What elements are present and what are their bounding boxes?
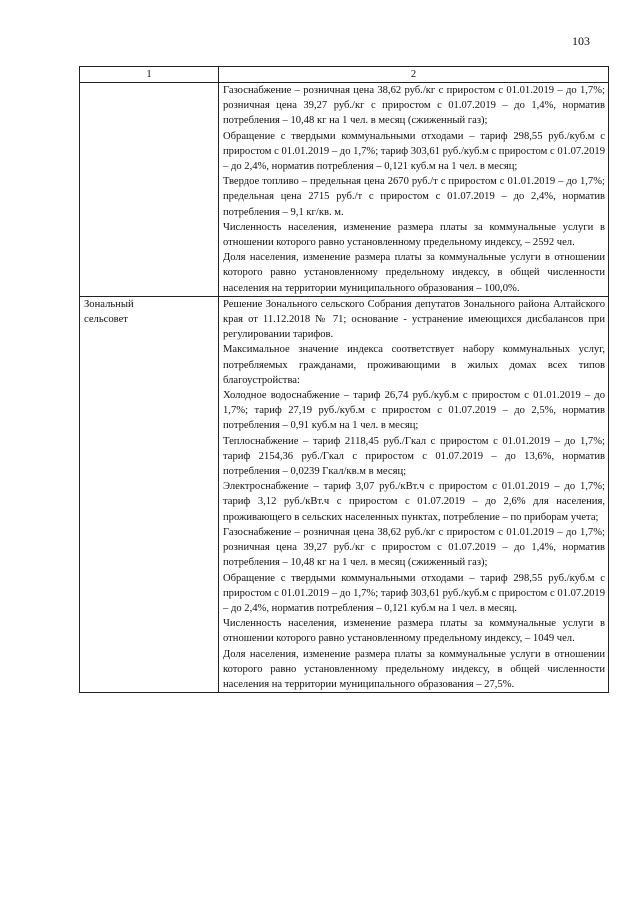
paragraph: Максимальное значение индекса соответствует набору коммунальных услуг, потребляемых гражданами, проживающими в жилых домах всех типов благоустройства: [223,344,605,386]
table-header-row [80,67,609,83]
table-row-continuation [80,83,609,297]
paragraph: Решение Зонального сельского Собрания депутатов Зонального района Алтайского края от 11.12.2018 № 71; основание - устранение имеющихся дисбалансов при регулировании тарифов. [223,298,605,341]
page-number: 103 [572,34,590,48]
description-cell [219,83,609,297]
column-header-1: 1 [80,67,219,83]
description-cell [219,296,609,692]
paragraph: Доля населения, изменение размера платы за коммунальные услуги в отношении которого равно установленному предельному индексу, в общей численности населения на территории муниципального образования – 27,5%. [223,648,605,690]
municipality-cell-empty [80,83,219,297]
paragraph: Холодное водоснабжение – тариф 26,74 руб./куб.м с приростом с 01.01.2019 – до 1,7%; тариф 27,19 руб./куб.м с приростом с 01.07.2019 – до 2,5%, норматив потребления – 0,91 куб.м на 1 чел. в месяц; [223,390,605,432]
paragraph: Газоснабжение – розничная цена 38,62 руб./кг с приростом с 01.01.2019 – до 1,7%; розничная цена 39,27 руб./кг с приростом с 01.07.2019 – до 1,4%, норматив потребления – 10,48 кг на 1 чел. в месяц (сжиженный газ); [223,526,605,569]
municipality-name-line: сельсовет [84,314,128,326]
paragraph: Электроснабжение – тариф 3,07 руб./кВт.ч с приростом с 01.01.2019 – до 1,7%; тариф 3,12 руб./кВт.ч с приростом с 01.07.2019 – до 2,6% для населения, проживающего в сельских населенных пунктах, потребление – по приборам учета; [223,481,605,523]
paragraph: Доля населения, изменение размера платы за коммунальные услуги в отношении которого равно установленному предельному индексу, в общей численности населения на территории муниципального образования – 100,0%. [223,252,605,294]
paragraph: Численность населения, изменение размера платы за коммунальные услуги в отношении которого равно установленному предельному индексу, – 2592 чел. [223,221,605,249]
paragraph: Обращение с твердыми коммунальными отходами – тариф 298,55 руб./куб.м с приростом с 01.01.2019 – до 1,7%; тариф 303,61 руб./куб.м с приростом с 01.07.2019 – до 2,4%, норматив потребления – 0,121 куб.м на 1 чел. в месяц; [223,130,605,173]
table-row-zonalny [80,296,609,692]
municipality-cell [80,296,219,692]
paragraph: Твердое топливо – предельная цена 2670 руб./т с приростом с 01.01.2019 – до 1,7%; предельная цена 2715 руб./т с приростом с 01.07.2019 – до 2,4%, норматив потребления – 9,1 кг/кв. м. [223,176,605,218]
tariff-table [79,66,609,693]
paragraph: Обращение с твердыми коммунальными отходами – тариф 298,55 руб./куб.м с приростом с 01.01.2019 – до 1,7%; тариф 303,61 руб./куб.м с приростом с 01.07.2019 – до 2,4%, норматив потребления – 0,121 куб.м на 1 чел. в месяц. [223,572,605,614]
paragraph: Теплоснабжение – тариф 2118,45 руб./Гкал с приростом с 01.01.2019 – до 1,7%; тариф 2154,36 руб./Гкал с приростом с 01.07.2019 – до 13,6%, норматив потребления – 0,0239 Гкал/кв.м в месяц; [223,435,605,478]
column-header-2: 2 [219,67,609,83]
municipality-name-line: Зональный [84,298,134,310]
paragraph: Газоснабжение – розничная цена 38,62 руб./кг с приростом с 01.01.2019 – до 1,7%; розничная цена 39,27 руб./кг с приростом с 01.07.2019 – до 1,4%, норматив потребления – 10,48 кг на 1 чел. в месяц (сжиженный газ); [223,85,605,127]
paragraph: Численность населения, изменение размера платы за коммунальные услуги в отношении которого равно установленному предельному индексу, – 1049 чел. [223,618,605,645]
